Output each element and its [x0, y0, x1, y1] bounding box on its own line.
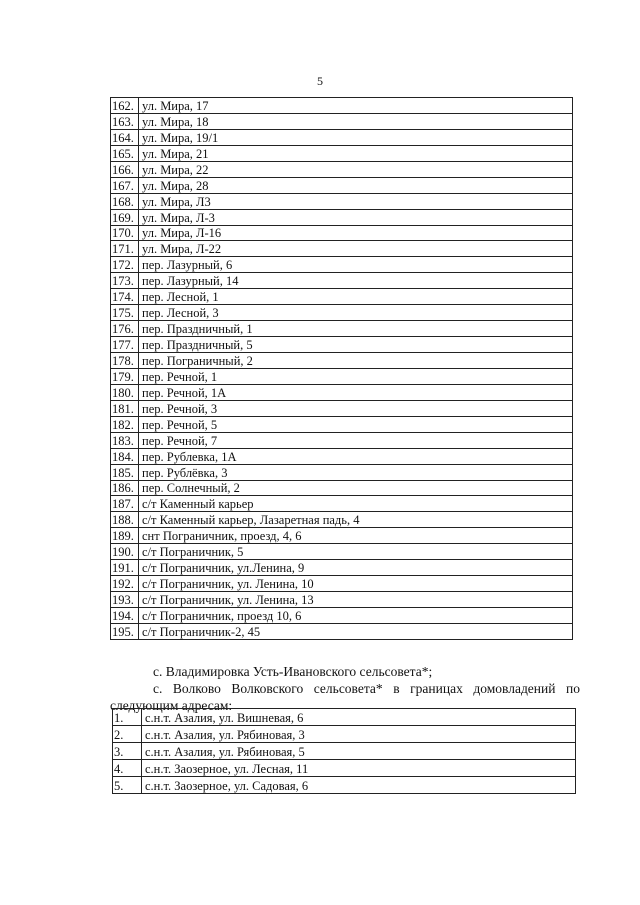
row-number: 163.: [111, 113, 139, 129]
row-number: 178.: [111, 353, 139, 369]
table-row: [113, 743, 576, 760]
row-address: с/т Пограничник, проезд 10, 6: [139, 608, 573, 624]
row-address: с/т Каменный карьер, Лазаретная падь, 4: [139, 512, 573, 528]
table-row: [111, 145, 573, 161]
row-number: 171.: [111, 241, 139, 257]
row-number: 164.: [111, 129, 139, 145]
row-number: 187.: [111, 496, 139, 512]
row-address: ул. Мира, 18: [139, 113, 573, 129]
table-row: [111, 98, 573, 114]
table-row: [111, 241, 573, 257]
table-row: [111, 209, 573, 225]
row-number: 2.: [113, 726, 142, 743]
row-number: 175.: [111, 305, 139, 321]
table-row: [113, 709, 576, 726]
table-row: [111, 353, 573, 369]
table-row: [111, 193, 573, 209]
row-address: ул. Мира, 22: [139, 161, 573, 177]
row-number: 3.: [113, 743, 142, 760]
address-table-main: [110, 97, 573, 640]
row-address: пер. Лесной, 1: [139, 289, 573, 305]
row-number: 182.: [111, 416, 139, 432]
row-address: с.н.т. Заозерное, ул. Садовая, 6: [142, 777, 576, 794]
row-number: 169.: [111, 209, 139, 225]
table-row: [111, 257, 573, 273]
row-address: пер. Рублевка, 1А: [139, 448, 573, 464]
table-row: [111, 560, 573, 576]
row-address: с/т Пограничник, ул. Ленина, 10: [139, 576, 573, 592]
address-table-volkovo: [112, 708, 576, 794]
table-row: [111, 177, 573, 193]
row-address: пер. Лазурный, 14: [139, 273, 573, 289]
row-address: пер. Речной, 5: [139, 416, 573, 432]
row-number: 167.: [111, 177, 139, 193]
table-row: [113, 760, 576, 777]
row-number: 166.: [111, 161, 139, 177]
row-address: с/т Пограничник, ул.Ленина, 9: [139, 560, 573, 576]
row-address: ул. Мира, Л3: [139, 193, 573, 209]
row-address: пер. Рублёвка, 3: [139, 464, 573, 480]
table-row: [111, 432, 573, 448]
row-number: 183.: [111, 432, 139, 448]
row-address: пер. Речной, 3: [139, 400, 573, 416]
row-number: 168.: [111, 193, 139, 209]
row-address: пер. Лазурный, 6: [139, 257, 573, 273]
row-number: 190.: [111, 544, 139, 560]
table-row: [111, 544, 573, 560]
row-address: с/т Пограничник, ул. Ленина, 13: [139, 592, 573, 608]
row-number: 170.: [111, 225, 139, 241]
row-address: пер. Речной, 1А: [139, 384, 573, 400]
row-number: 185.: [111, 464, 139, 480]
table-row: [111, 337, 573, 353]
row-address: пер. Лесной, 3: [139, 305, 573, 321]
row-address: пер. Речной, 7: [139, 432, 573, 448]
row-address: ул. Мира, Л-16: [139, 225, 573, 241]
row-number: 173.: [111, 273, 139, 289]
page-number: 5: [317, 74, 323, 88]
table-row: [111, 384, 573, 400]
row-address: пер. Солнечный, 2: [139, 480, 573, 496]
row-number: 176.: [111, 321, 139, 337]
row-number: 194.: [111, 608, 139, 624]
row-address: ул. Мира, 28: [139, 177, 573, 193]
table-row: [111, 592, 573, 608]
paragraph-vladimirovka: с. Владимировка Усть-Ивановского сельсовета*;: [153, 664, 433, 679]
row-number: 188.: [111, 512, 139, 528]
table-row: [111, 225, 573, 241]
table-row: [111, 161, 573, 177]
table-row: [111, 289, 573, 305]
row-number: 192.: [111, 576, 139, 592]
table-row: [111, 321, 573, 337]
row-address: с/т Пограничник-2, 45: [139, 623, 573, 639]
row-address: ул. Мира, 17: [139, 98, 573, 114]
row-number: 186.: [111, 480, 139, 496]
table-row: [111, 528, 573, 544]
row-number: 162.: [111, 98, 139, 114]
row-number: 177.: [111, 337, 139, 353]
row-number: 5.: [113, 777, 142, 794]
table-row: [111, 608, 573, 624]
row-address: пер. Праздничный, 1: [139, 321, 573, 337]
row-address: снт Пограничник, проезд, 4, 6: [139, 528, 573, 544]
row-number: 1.: [113, 709, 142, 726]
row-number: 193.: [111, 592, 139, 608]
table-row: [111, 305, 573, 321]
row-number: 172.: [111, 257, 139, 273]
row-number: 195.: [111, 623, 139, 639]
row-address: ул. Мира, Л-22: [139, 241, 573, 257]
row-address: пер. Праздничный, 5: [139, 337, 573, 353]
table-row: [111, 129, 573, 145]
table-row: [111, 623, 573, 639]
row-number: 179.: [111, 368, 139, 384]
table-row: [111, 113, 573, 129]
table-row: [111, 416, 573, 432]
table-row: [111, 496, 573, 512]
row-address: ул. Мира, Л-3: [139, 209, 573, 225]
row-address: с.н.т. Азалия, ул. Вишневая, 6: [142, 709, 576, 726]
row-address: с/т Каменный карьер: [139, 496, 573, 512]
row-address: с.н.т. Заозерное, ул. Лесная, 11: [142, 760, 576, 777]
row-number: 174.: [111, 289, 139, 305]
table-row: [111, 512, 573, 528]
table-row: [113, 726, 576, 743]
row-address: пер. Речной, 1: [139, 368, 573, 384]
row-address: пер. Пограничный, 2: [139, 353, 573, 369]
table-row: [111, 448, 573, 464]
row-number: 181.: [111, 400, 139, 416]
paragraph-volkovo: с. Волково Волковского сельсовета* в границах домовладений по следующим адресам:: [110, 681, 580, 713]
row-number: 184.: [111, 448, 139, 464]
table-row: [111, 480, 573, 496]
row-number: 165.: [111, 145, 139, 161]
table-row: [113, 777, 576, 794]
row-address: ул. Мира, 21: [139, 145, 573, 161]
table-row: [111, 576, 573, 592]
row-number: 191.: [111, 560, 139, 576]
row-address: с.н.т. Азалия, ул. Рябиновая, 5: [142, 743, 576, 760]
row-address: с.н.т. Азалия, ул. Рябиновая, 3: [142, 726, 576, 743]
table-row: [111, 400, 573, 416]
table-row: [111, 368, 573, 384]
table-row: [111, 464, 573, 480]
row-number: 4.: [113, 760, 142, 777]
row-address: ул. Мира, 19/1: [139, 129, 573, 145]
table-row: [111, 273, 573, 289]
row-address: с/т Пограничник, 5: [139, 544, 573, 560]
row-number: 189.: [111, 528, 139, 544]
row-number: 180.: [111, 384, 139, 400]
